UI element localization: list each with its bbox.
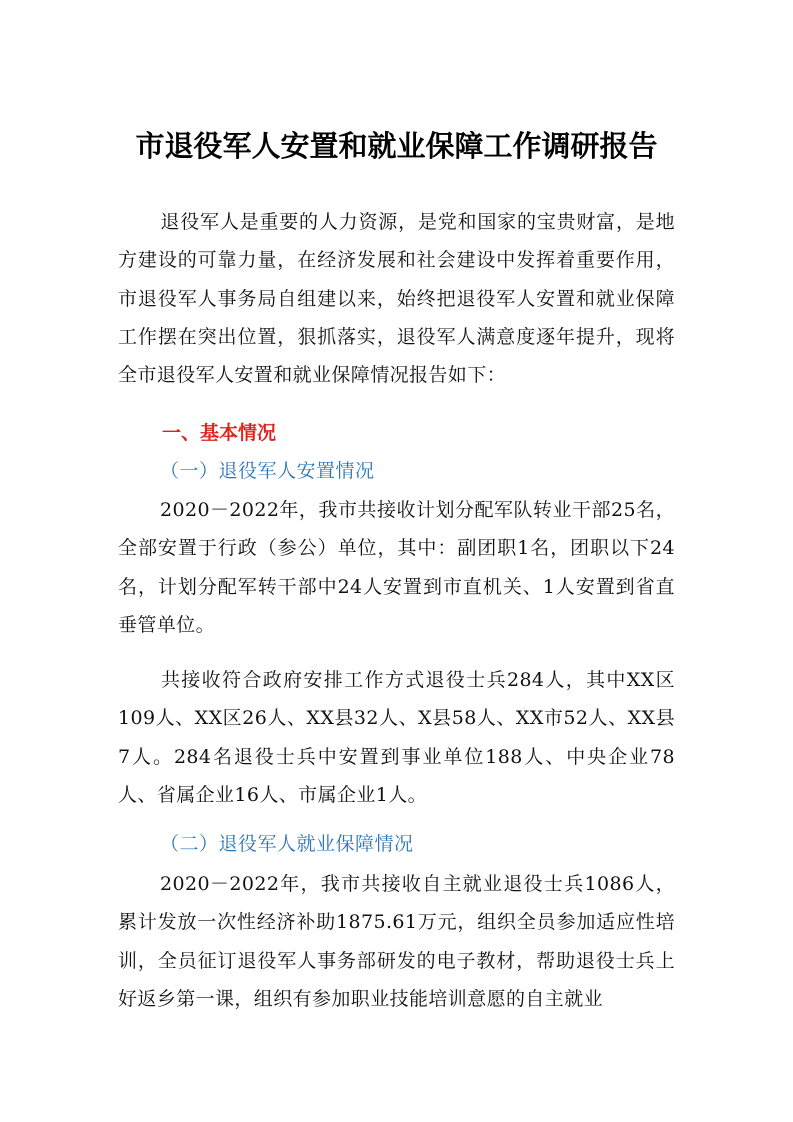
placement-paragraph-1 — [118, 491, 675, 644]
employment-paragraph-1 — [118, 865, 675, 1018]
intro-paragraph — [118, 203, 675, 394]
placement-text-2: 共接收符合政府安排工作方式退役士兵284人，其中XX区109人、XX区26人、XX县32人、X县58人、XX市52人、XX县7人。284名退役士兵中安置到事业单位188人、中央企业78人、省属企业16人、市属企业1人。 — [118, 669, 675, 806]
placement-paragraph-2 — [118, 661, 675, 814]
section-heading-basic-situation: 一、基本情况 — [162, 422, 277, 444]
employment-text-1: 2020－2022年，我市共接收自主就业退役士兵1086人，累计发放一次性经济补助1875.61万元，组织全员参加适应性培训，全员征订退役军人事务部研发的电子教材，帮助退役士兵上好返乡第一课，组织有参加职业技能培训意愿的自主就业 — [118, 873, 675, 1010]
subsection-heading-placement: （一）退役军人安置情况 — [160, 460, 375, 482]
placement-text-1: 2020－2022年，我市共接收计划分配军队转业干部25名，全部安置于行政（参公）单位，其中：副团职1名，团职以下24名，计划分配军转干部中24人安置到市直机关、1人安置到省直垂管单位。 — [118, 499, 675, 636]
subsection-heading-employment: （二）退役军人就业保障情况 — [160, 833, 414, 855]
intro-text: 退役军人是重要的人力资源，是党和国家的宝贵财富，是地方建设的可靠力量，在经济发展和社会建设中发挥着重要作用，市退役军人事务局自组建以来，始终把退役军人安置和就业保障工作摆在突出位置，狠抓落实，退役军人满意度逐年提升，现将全市退役军人安置和就业保障情况报告如下： — [118, 211, 675, 387]
document-title: 市退役军人安置和就业保障工作调研报告 — [135, 129, 658, 163]
